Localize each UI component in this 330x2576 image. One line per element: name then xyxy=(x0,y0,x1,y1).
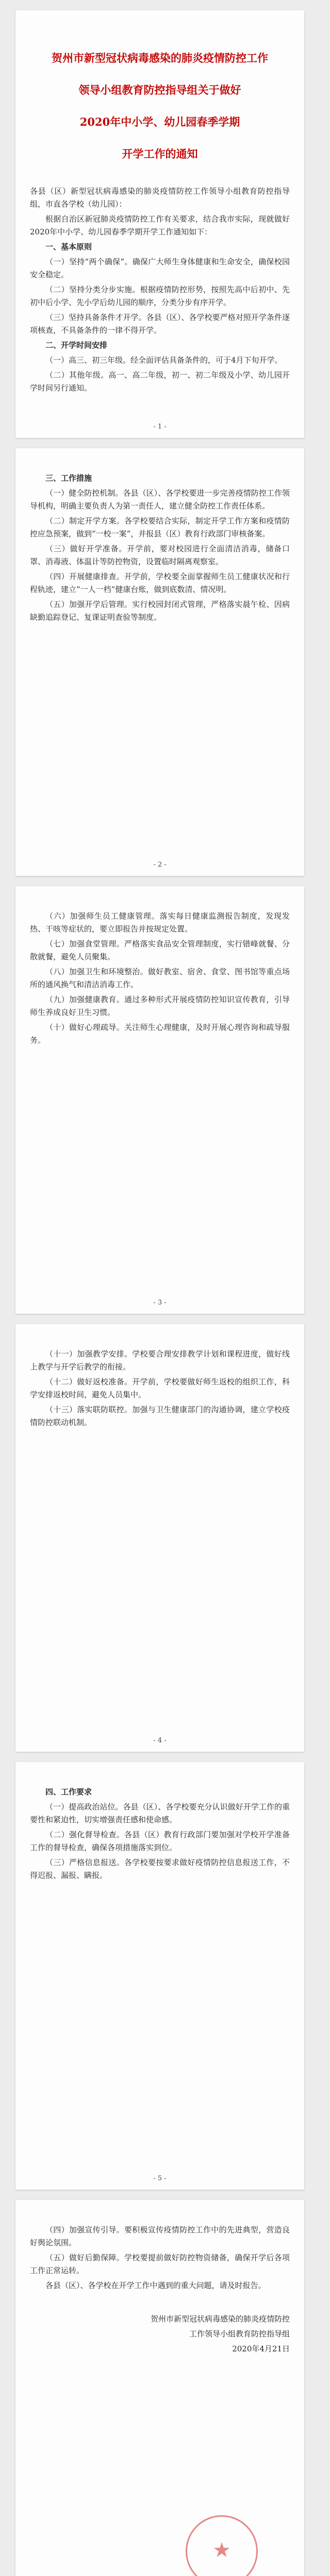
paragraph: （三）坚持具备条件才开学。各县（区）、各学校要严格对照开学条件逐项核查，不具备条件的一律不得开学。 xyxy=(30,313,290,335)
official-seal-stamp xyxy=(186,2515,258,2576)
title-line-2: 领导小组教育防控指导组关于做好 xyxy=(78,83,241,96)
section-heading-2: 二、开学时间安排 xyxy=(45,341,108,350)
paragraph: （五）加强开学后管理。实行校园封闭式管理，严格落实晨午检、因病缺勤追踪登记、复课证明查验等制度。 xyxy=(30,600,290,622)
recipients: 各县（区）新型冠状病毒感染的肺炎疫情防控工作领导小组教育防控指导组，市直各学校（幼儿园）： xyxy=(30,187,290,209)
section-heading-3: 三、工作措施 xyxy=(45,473,92,483)
signature-date: 2020年4月21日 xyxy=(232,2344,290,2353)
paragraph: （七）加强食堂管理。严格落实食品安全管理制度，实行错峰就餐、分散就餐，避免人员聚集。 xyxy=(30,939,290,961)
paragraph: （一）提高政治站位。各县（区）、各学校要充分认识做好开学工作的重要性和紧迫性，切实增强责任感和使命感。 xyxy=(30,1802,290,1824)
paragraph: （八）加强卫生和环境整治。做好教室、宿舍、食堂、图书馆等重点场所的通风换气和清洁消毒工作。 xyxy=(30,967,290,989)
seal-star-icon: ★ xyxy=(212,2538,231,2562)
paragraph: （二）强化督导检查。各县（区）教育行政部门要加强对学校开学准备工作的督导检查，确保各项措施落实到位。 xyxy=(30,1830,290,1852)
title-line-1: 贺州市新型冠状病毒感染的肺炎疫情防控工作 xyxy=(52,52,268,64)
paragraph: （一）坚持“两个确保”。确保广大师生身体健康和生命安全，确保校园安全稳定。 xyxy=(30,257,290,279)
section-heading-4: 四、工作要求 xyxy=(45,1787,92,1797)
page-3 xyxy=(15,886,304,1314)
section-heading-1: 一、基本原则 xyxy=(45,242,92,251)
paragraph: （二）制定开学方案。各学校要结合实际，制定开学工作方案和疫情防控应急预案，做到“一校一案”，并报县（区）教育行政部门审核备案。 xyxy=(30,516,290,538)
intro-paragraph: 根据自治区新冠肺炎疫情防控工作有关要求，结合我市实际，现就做好2020年中小学、幼儿园春季学期开学工作通知如下： xyxy=(30,214,290,236)
page-number: - 3 - xyxy=(153,1299,167,1307)
signature-org-line-2: 工作领导小组教育防控指导组 xyxy=(189,2329,290,2338)
paragraph: （十三）落实联防联控。加强与卫生健康部门的沟通协调，建立学校疫情防控联动机制。 xyxy=(30,1405,290,1427)
paragraph: （九）加强健康教育。通过多种形式开展疫情防控知识宣传教育，引导师生养成良好卫生习惯。 xyxy=(30,995,290,1017)
page-number: - 2 - xyxy=(153,861,167,869)
page-number: - 4 - xyxy=(153,1737,167,1744)
page-6 xyxy=(15,2200,304,2576)
paragraph: （二）其他年级。高一、高二年级，初一、初二年级及小学、幼儿园开学时间另行通知。 xyxy=(30,370,290,393)
page-2 xyxy=(15,448,304,876)
paragraph: （二）坚持分类分步实施。根据疫情防控形势，按照先高中后初中、先初中后小学、先小学后幼儿园的顺序，分类分步有序开学。 xyxy=(30,285,290,307)
paragraph: （六）加强师生员工健康管理。落实每日健康监测报告制度，发现发热、干咳等症状的，要立即报告并按规定处置。 xyxy=(30,911,290,934)
paragraph: （十）做好心理疏导。关注师生心理健康，及时开展心理咨询和疏导服务。 xyxy=(30,1023,290,1045)
paragraph: （十一）加强教学安排。学校要合理安排教学计划和课程进度，做好线上教学与开学后教学的衔接。 xyxy=(30,1349,290,1371)
page-number: - 5 - xyxy=(153,2175,167,2182)
paragraph: （一）健全防控机制。各县（区）、各学校要进一步完善疫情防控工作领导机构，明确主要负责人为第一责任人，建立健全防控工作责任体系。 xyxy=(30,488,290,511)
paragraph: （四）加强宣传引导。要积极宣传疫情防控工作中的先进典型，营造良好舆论氛围。 xyxy=(30,2225,290,2247)
signature-org-line-1: 贺州市新型冠状病毒感染的肺炎疫情防控 xyxy=(150,2314,290,2324)
paragraph: （一）高三、初三年级。经全面评估具备条件的，可于4月下旬开学。 xyxy=(45,355,283,365)
title-line-4: 开学工作的通知 xyxy=(122,147,198,160)
paragraph: （三）做好开学准备。开学前，要对校园进行全面清洁消毒，储备口罩、消毒液、体温计等防控物资，设置临时隔离观察室。 xyxy=(30,544,290,566)
page-number: - 1 - xyxy=(153,423,167,431)
page-4 xyxy=(15,1324,304,1752)
document-title xyxy=(30,34,290,178)
paragraph: （四）开展健康排查。开学前，学校要全面掌握师生员工健康状况和行程轨迹，建立“一人一档”健康台账，做到底数清、情况明。 xyxy=(30,572,290,594)
page-1 xyxy=(15,10,304,438)
title-line-3: 2020年中小学、幼儿园春季学期 xyxy=(79,115,240,128)
paragraph: （三）严格信息报送。各学校要按要求做好疫情防控信息报送工作，不得迟报、漏报、瞒报。 xyxy=(30,1858,290,1880)
page-5 xyxy=(15,1762,304,2190)
paragraph: 各县（区）、各学校在开学工作中遇到的重大问题，请及时报告。 xyxy=(45,2281,266,2290)
paragraph: （十二）做好返校准备。开学前，学校要做好师生返校的组织工作，科学安排返校时间，避免人员集中。 xyxy=(30,1377,290,1399)
paragraph: （五）做好后勤保障。学校要提前做好防控物资储备，确保开学后各项工作正常运转。 xyxy=(30,2253,290,2275)
